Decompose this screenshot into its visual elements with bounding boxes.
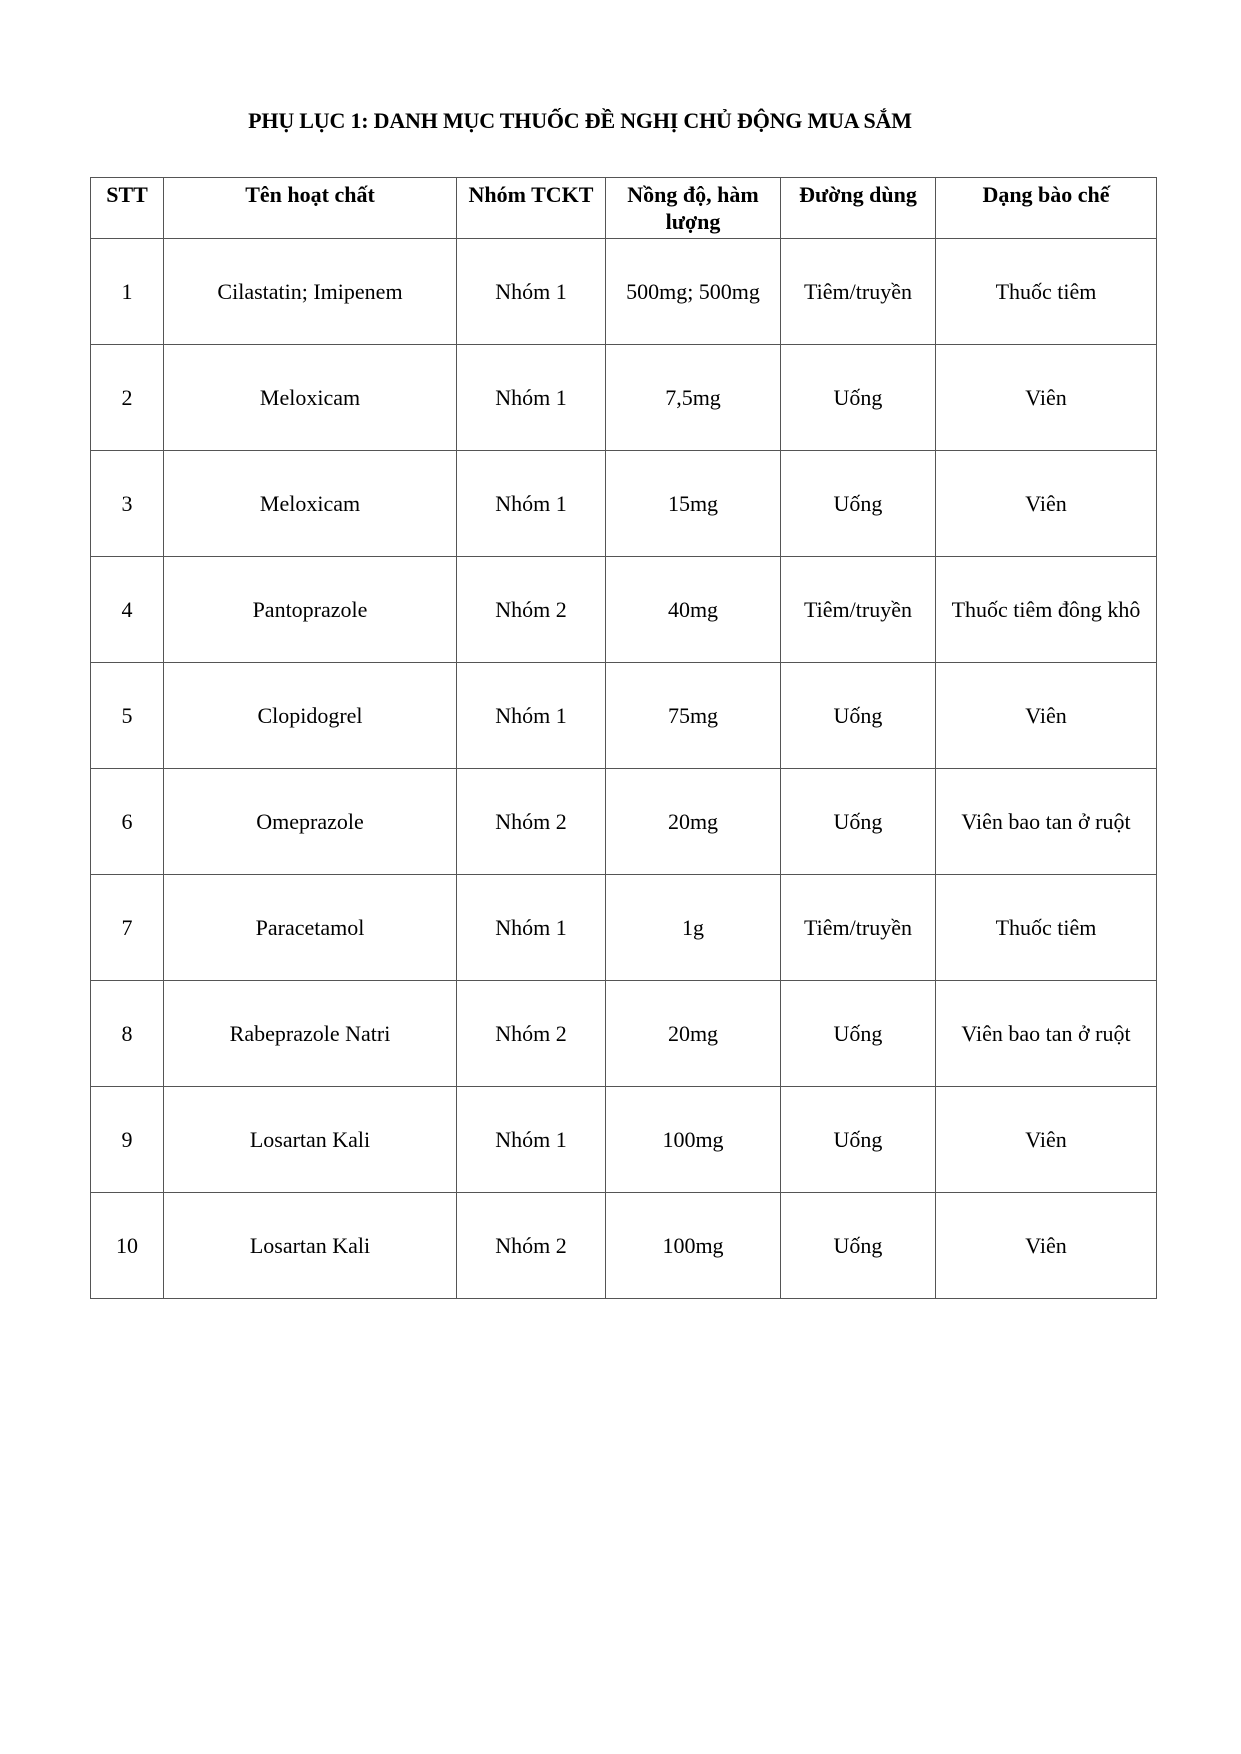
cell-technical-group: Nhóm 1	[457, 451, 606, 557]
cell-stt: 3	[91, 451, 164, 557]
cell-route: Tiêm/truyền	[781, 557, 936, 663]
cell-dosage-form: Viên bao tan ở ruột	[936, 981, 1157, 1087]
table-header-row	[91, 178, 1157, 239]
header-active-ingredient: Tên hoạt chất	[164, 178, 457, 239]
cell-strength: 7,5mg	[606, 345, 781, 451]
cell-active-ingredient: Meloxicam	[164, 345, 457, 451]
table-row	[91, 875, 1157, 981]
drug-table	[90, 177, 1157, 1299]
cell-active-ingredient: Losartan Kali	[164, 1087, 457, 1193]
table-row	[91, 981, 1157, 1087]
cell-route: Tiêm/truyền	[781, 875, 936, 981]
cell-route: Uống	[781, 451, 936, 557]
header-dosage-form: Dạng bào chế	[936, 178, 1157, 239]
cell-active-ingredient: Meloxicam	[164, 451, 457, 557]
table-row	[91, 345, 1157, 451]
cell-stt: 6	[91, 769, 164, 875]
cell-dosage-form: Thuốc tiêm đông khô	[936, 557, 1157, 663]
cell-dosage-form: Viên	[936, 345, 1157, 451]
cell-stt: 1	[91, 239, 164, 345]
header-stt: STT	[91, 178, 164, 239]
cell-route: Uống	[781, 663, 936, 769]
cell-route: Uống	[781, 769, 936, 875]
cell-technical-group: Nhóm 2	[457, 1193, 606, 1299]
cell-dosage-form: Thuốc tiêm	[936, 875, 1157, 981]
cell-dosage-form: Viên bao tan ở ruột	[936, 769, 1157, 875]
cell-active-ingredient: Omeprazole	[164, 769, 457, 875]
table-row	[91, 769, 1157, 875]
cell-active-ingredient: Paracetamol	[164, 875, 457, 981]
cell-strength: 500mg; 500mg	[606, 239, 781, 345]
cell-technical-group: Nhóm 1	[457, 239, 606, 345]
table-row	[91, 557, 1157, 663]
header-strength: Nồng độ, hàm lượng	[606, 178, 781, 239]
cell-technical-group: Nhóm 2	[457, 557, 606, 663]
cell-route: Uống	[781, 1193, 936, 1299]
cell-strength: 75mg	[606, 663, 781, 769]
cell-stt: 9	[91, 1087, 164, 1193]
cell-route: Uống	[781, 1087, 936, 1193]
cell-technical-group: Nhóm 2	[457, 981, 606, 1087]
cell-technical-group: Nhóm 1	[457, 663, 606, 769]
cell-stt: 8	[91, 981, 164, 1087]
cell-active-ingredient: Rabeprazole Natri	[164, 981, 457, 1087]
table-row	[91, 663, 1157, 769]
cell-route: Uống	[781, 345, 936, 451]
cell-strength: 20mg	[606, 769, 781, 875]
cell-technical-group: Nhóm 2	[457, 769, 606, 875]
cell-dosage-form: Viên	[936, 451, 1157, 557]
cell-strength: 100mg	[606, 1087, 781, 1193]
cell-dosage-form: Thuốc tiêm	[936, 239, 1157, 345]
cell-strength: 20mg	[606, 981, 781, 1087]
cell-stt: 5	[91, 663, 164, 769]
header-technical-group: Nhóm TCKT	[457, 178, 606, 239]
table-row	[91, 239, 1157, 345]
cell-dosage-form: Viên	[936, 1193, 1157, 1299]
cell-technical-group: Nhóm 1	[457, 1087, 606, 1193]
cell-route: Uống	[781, 981, 936, 1087]
cell-strength: 100mg	[606, 1193, 781, 1299]
cell-dosage-form: Viên	[936, 1087, 1157, 1193]
cell-strength: 40mg	[606, 557, 781, 663]
cell-technical-group: Nhóm 1	[457, 875, 606, 981]
cell-stt: 4	[91, 557, 164, 663]
cell-active-ingredient: Cilastatin; Imipenem	[164, 239, 457, 345]
cell-active-ingredient: Clopidogrel	[164, 663, 457, 769]
cell-active-ingredient: Pantoprazole	[164, 557, 457, 663]
table-row	[91, 1087, 1157, 1193]
cell-stt: 7	[91, 875, 164, 981]
cell-route: Tiêm/truyền	[781, 239, 936, 345]
cell-dosage-form: Viên	[936, 663, 1157, 769]
cell-stt: 2	[91, 345, 164, 451]
cell-active-ingredient: Losartan Kali	[164, 1193, 457, 1299]
table-row	[91, 451, 1157, 557]
page-title: PHỤ LỤC 1: DANH MỤC THUỐC ĐỀ NGHỊ CHỦ ĐỘNG MUA SẮM	[248, 108, 912, 133]
header-route: Đường dùng	[781, 178, 936, 239]
cell-strength: 1g	[606, 875, 781, 981]
cell-stt: 10	[91, 1193, 164, 1299]
table-row	[91, 1193, 1157, 1299]
cell-strength: 15mg	[606, 451, 781, 557]
cell-technical-group: Nhóm 1	[457, 345, 606, 451]
